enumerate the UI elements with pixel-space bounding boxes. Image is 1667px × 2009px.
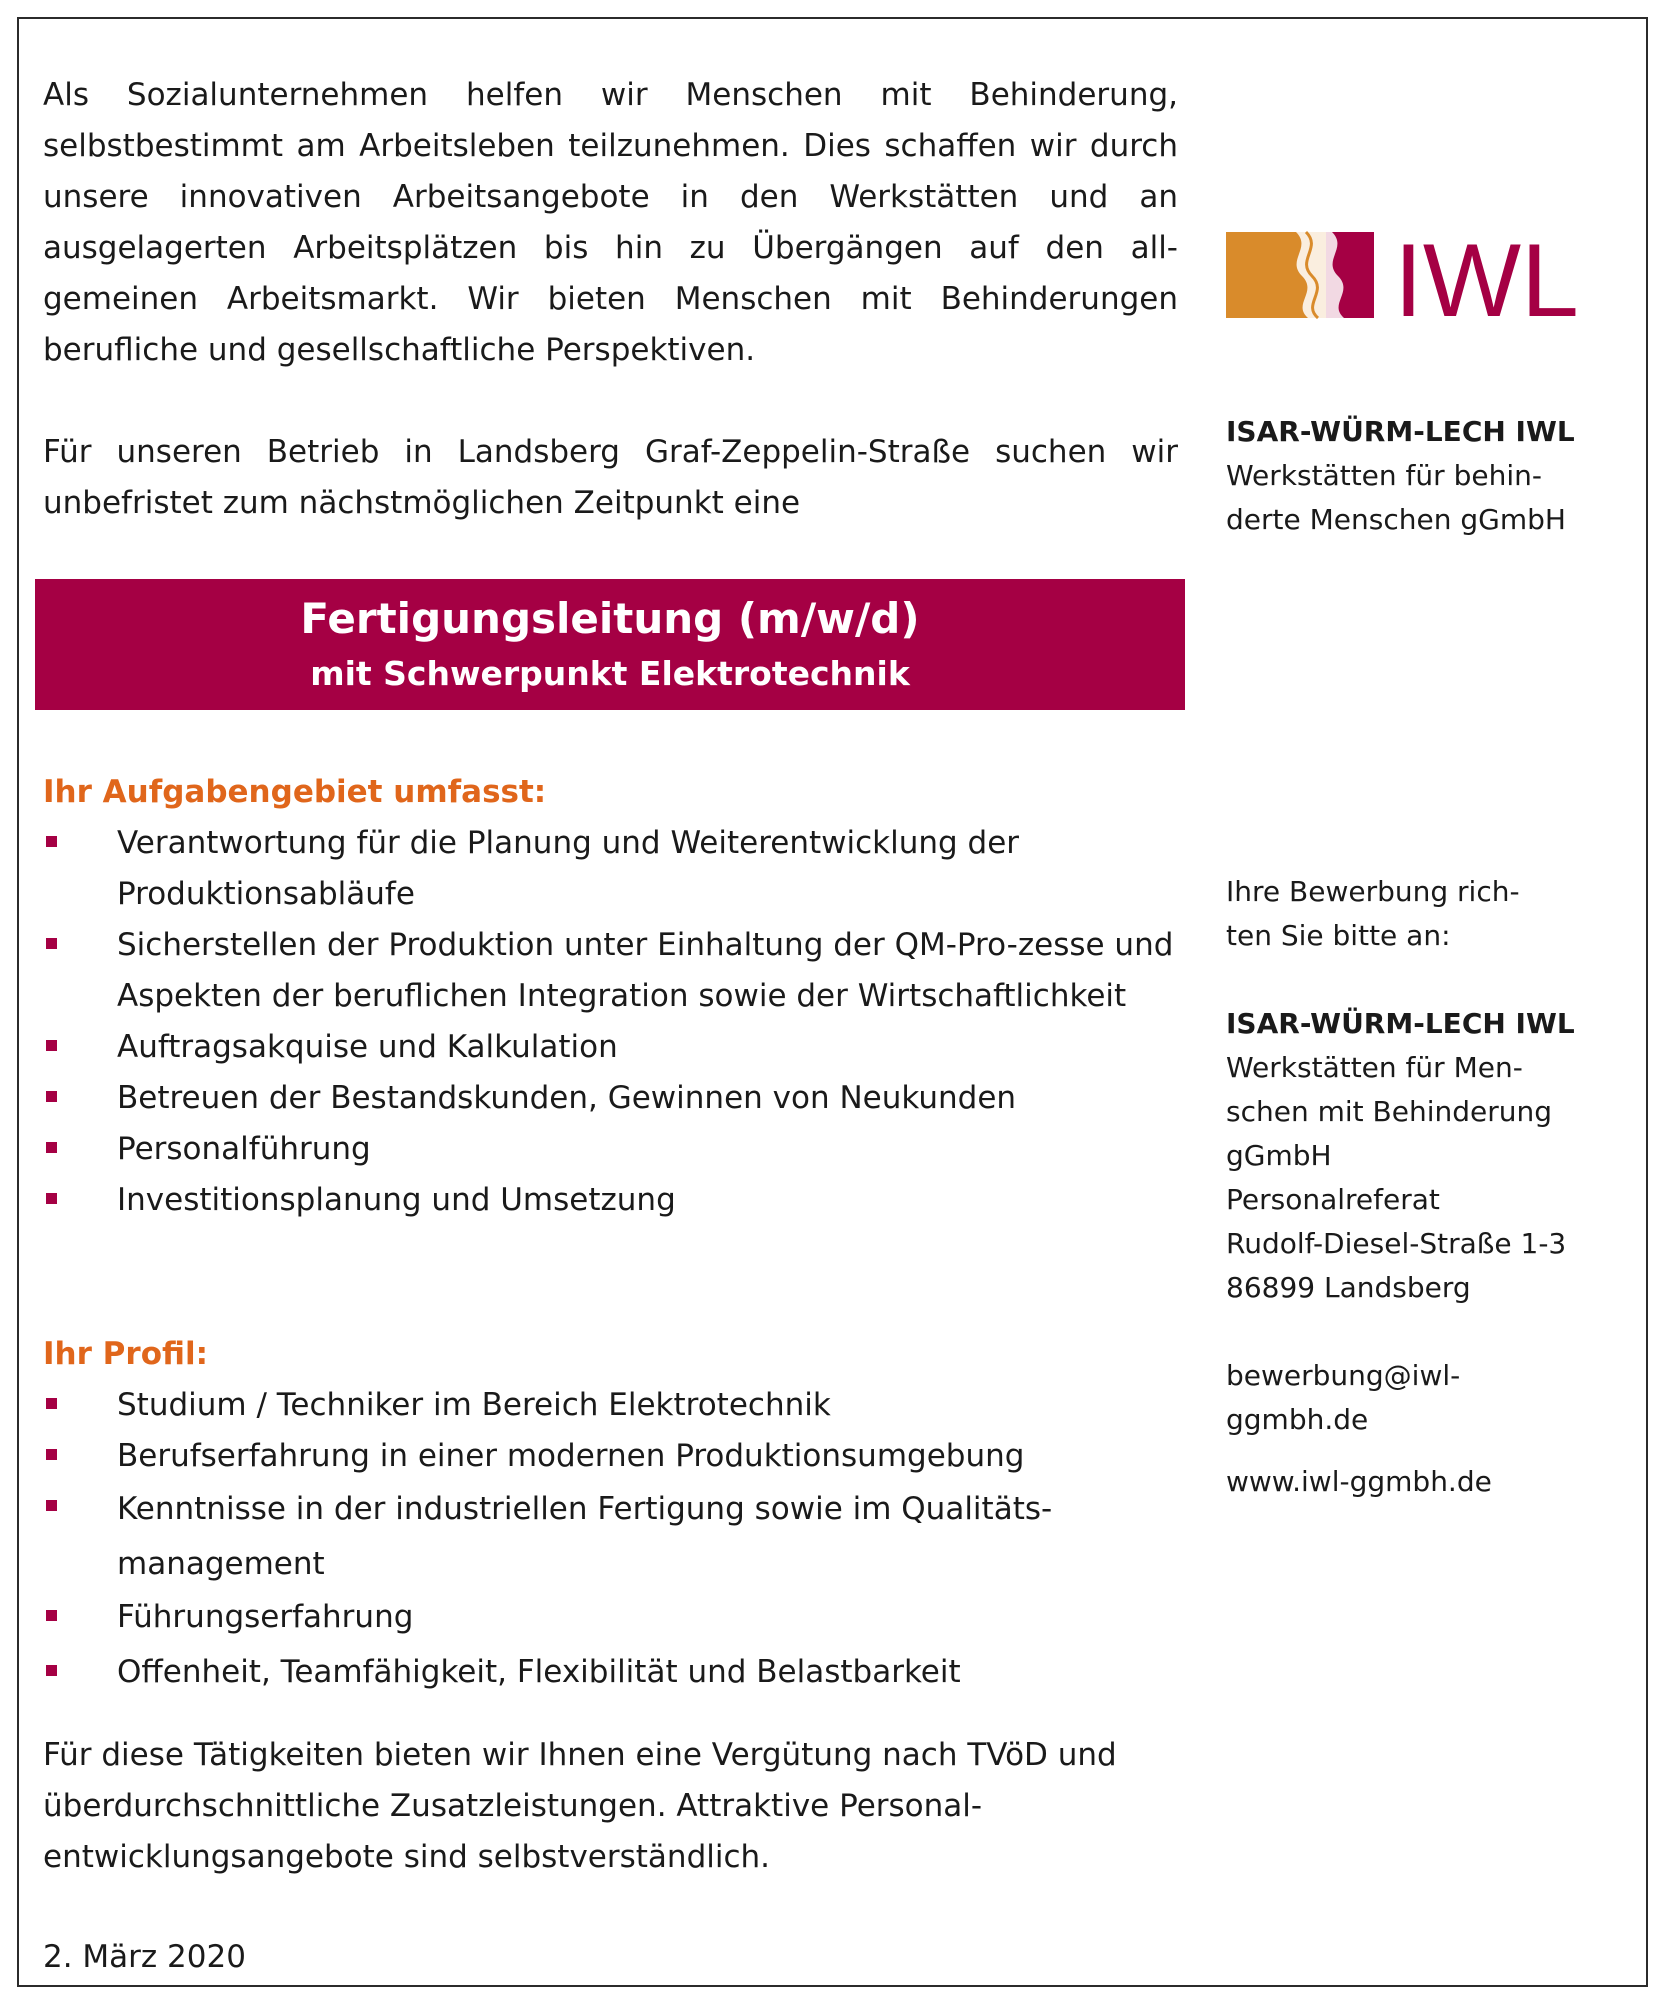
intro-block (43, 70, 1178, 529)
tasks-heading: Ihr Aufgabengebiet umfasst: (43, 774, 547, 810)
list-item-text: Auftragsakquise und Kalkulation (117, 1029, 618, 1065)
list-item-text: Berufserfahrung in einer modernen Produktionsumgebung (117, 1438, 1025, 1474)
email-line: ggmbh.de (1226, 1403, 1369, 1436)
list-item (43, 1647, 1178, 1698)
tasks-section (43, 767, 1178, 1226)
bullet-icon (46, 938, 57, 949)
list-item (43, 1073, 1178, 1124)
list-item (43, 1175, 1178, 1226)
org-desc-line: derte Menschen gGmbH (1226, 503, 1566, 536)
bullet-icon (46, 1610, 57, 1621)
list-item-text: Personalführung (117, 1131, 371, 1167)
address-line: schen mit Behinderung (1226, 1095, 1553, 1128)
address-line: 86899 Landsberg (1226, 1271, 1471, 1304)
org-info (1226, 410, 1626, 542)
list-item-text: Offenheit, Teamfähigkeit, Flexibilität und Belastbarkeit (117, 1654, 961, 1690)
address-line: Rudolf-Diesel-Straße 1-3 (1226, 1227, 1567, 1260)
closing-paragraph: Für diese Tätigkeiten bieten wir Ihnen eine Vergütung nach TVöD und überdurchschnittliche Zusatzleistungen. Attraktive Personal-entwicklungsangebote sind selbstverständlich. (43, 1737, 1117, 1875)
list-item-text: Führungserfahrung (117, 1599, 414, 1635)
job-title-banner (35, 579, 1185, 710)
iwl-logo (1226, 228, 1624, 322)
website-link[interactable]: www.iwl-ggmbh.de (1226, 1465, 1492, 1498)
job-subtitle: mit Schwerpunkt Elektrotechnik (310, 654, 910, 693)
address-org-name: ISAR-WÜRM-LECH IWL (1226, 1007, 1575, 1040)
org-desc-line: Werkstätten für behin- (1226, 459, 1542, 492)
address-line: Personalreferat (1226, 1183, 1440, 1216)
apply-line: ten Sie bitte an: (1226, 919, 1451, 952)
list-item (43, 1380, 1178, 1431)
list-item (43, 1431, 1178, 1482)
list-item-text: Investitionsplanung und Umsetzung (117, 1182, 676, 1218)
apply-line: Ihre Bewerbung rich- (1226, 875, 1520, 908)
list-item (43, 1124, 1178, 1175)
list-item (43, 1482, 1178, 1592)
list-item-text: Kenntnisse in der industriellen Fertigung sowie im Qualitäts-management (117, 1491, 1053, 1582)
bullet-icon (46, 1193, 57, 1204)
profile-section (43, 1329, 1178, 1698)
list-item (43, 818, 1178, 920)
profile-heading: Ihr Profil: (43, 1336, 208, 1372)
job-title: Fertigungsleitung (m/w/d) (300, 594, 920, 643)
bullet-icon (46, 1398, 57, 1409)
bullet-icon (46, 1449, 57, 1460)
list-item (43, 1022, 1178, 1073)
list-item (43, 920, 1178, 1022)
intro-paragraph: Als Sozialunternehmen helfen wir Menschen mit Behinderung, selbstbestimmt am Arbeitsleben teilzunehmen. Dies schaffen wir durch unsere innovativen Arbeitsangebote in den Werkstätten und an ausgelagerten Arbeitsplätzen bis hin zu Übergängen auf den all-gemeinen Arbeitsmarkt. Wir bieten Menschen mit Behinderungen berufliche und gesellschaftliche Perspektiven. (43, 77, 1178, 368)
bullet-icon (46, 1091, 57, 1102)
email-line: bewerbung@iwl- (1226, 1359, 1461, 1392)
bullet-icon (46, 1500, 57, 1511)
date-text: 2. März 2020 (43, 1939, 246, 1975)
search-paragraph: Für unseren Betrieb in Landsberg Graf-Zeppelin-Straße suchen wir unbefristet zum nächstmöglichen Zeitpunkt eine (43, 434, 1178, 521)
list-item-text: Verantwortung für die Planung und Weiterentwicklung der Produktionsabläufe (117, 825, 1020, 912)
email-link[interactable] (1226, 1354, 1626, 1442)
list-item-text: Betreuen der Bestandskunden, Gewinnen von Neukunden (117, 1080, 1017, 1116)
bullet-icon (46, 836, 57, 847)
list-item (43, 1592, 1178, 1643)
address-line: gGmbH (1226, 1139, 1332, 1172)
application-address (1226, 870, 1626, 1504)
bullet-icon (46, 1040, 57, 1051)
tasks-list (43, 818, 1178, 1226)
list-item-text: Sicherstellen der Produktion unter Einhaltung der QM-Pro-zesse und Aspekten der beruflichen Integration sowie der Wirtschaftlichkeit (117, 927, 1174, 1014)
org-name: ISAR-WÜRM-LECH IWL (1226, 415, 1575, 448)
bullet-icon (46, 1142, 57, 1153)
list-item-text: Studium / Techniker im Bereich Elektrotechnik (117, 1387, 831, 1423)
profile-list (43, 1380, 1178, 1698)
address-line: Werkstätten für Men- (1226, 1051, 1523, 1084)
logo-text: IWL (1394, 228, 1579, 322)
bullet-icon (46, 1665, 57, 1676)
